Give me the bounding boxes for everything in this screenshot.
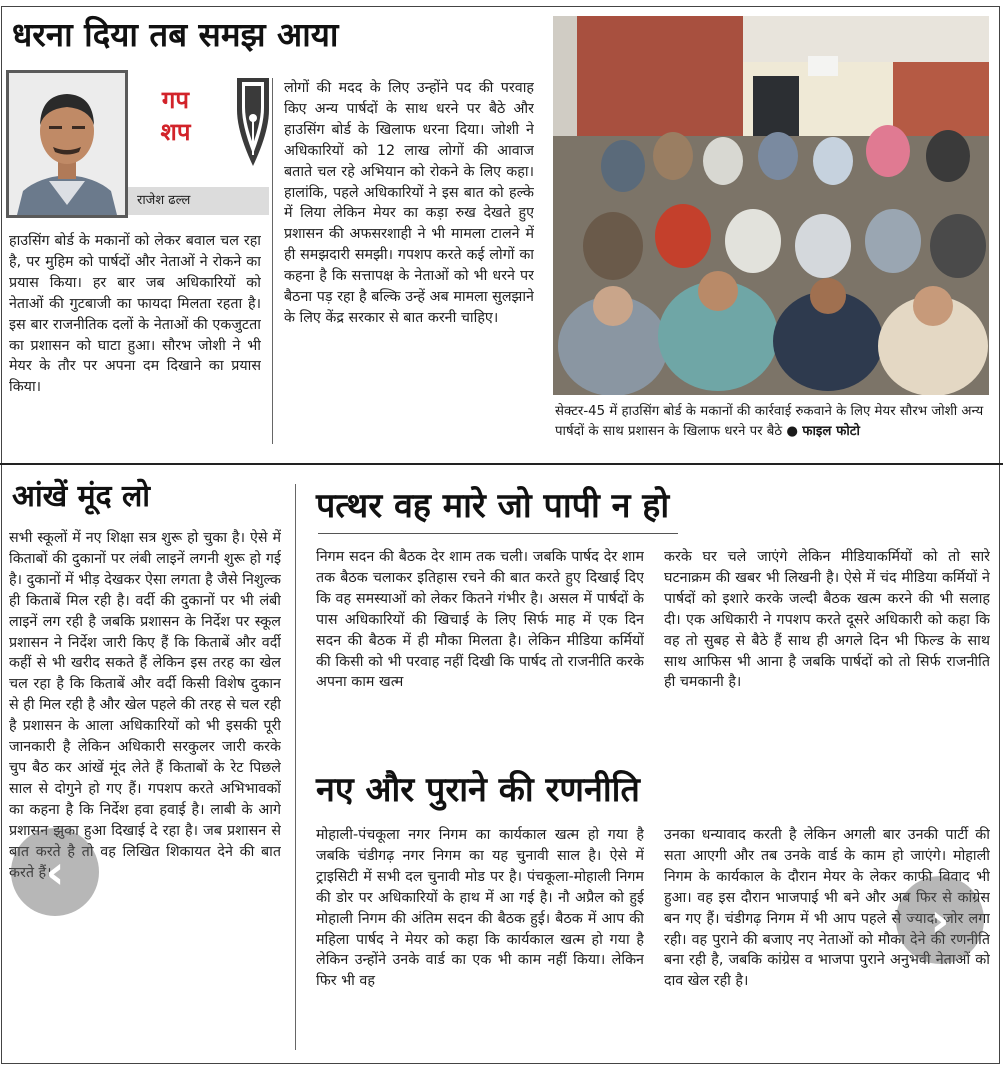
pathar-headline: पत्थर वह मारे जो पापी न हो [316,486,670,526]
protest-photo [553,16,989,395]
aankhen-headline: आंखें मूंद लो [12,479,151,514]
column-divider-bottom [295,484,296,1050]
column-name [148,84,203,149]
photo-caption-text: सेक्टर-45 में हाउसिंग बोर्ड के मकानों की कार्रवाई रुकवाने के लिए मेयर सौरभ जोशी अन्य पार्षदों के साथ प्रशासन के खिलाफ धरने पर बैठे [555,404,984,439]
caption-bullet-icon: ● [786,424,798,439]
column-divider [272,78,273,444]
naye-headline: नए और पुराने की रणनीति [316,770,640,810]
chevron-right-icon: › [930,893,950,947]
next-page-button[interactable] [896,876,984,964]
naye-text-col1: मोहाली-पंचकूला नगर निगम का कार्यकाल खत्म हो गया है जबकि चंडीगढ़ नगर निगम का यह चुनावी साल है। ऐसे में ट्राइसिटी में सभी दल चुनावी मोड पर है। पंचकूला-मोहाली निगम की डोर पर अधिकारियों के हाथ में आ गई है। नौ अप्रैल को हुई मोहाली निगम की अंतिम सदन की बैठक हुई। बैठक में आप की महिला पार्षद ने मेयर को कहा कि कार्यकाल खत्म हो गया है लेकिन उन्होंने उनके वार्ड का एक भी काम नहीं किया। लेकिन फिर भी वह [316,827,644,990]
chevron-left-icon: ‹ [45,845,65,899]
prev-page-button[interactable] [11,828,99,916]
protest-photo-image [553,16,989,395]
columnist-block [3,70,269,220]
aankhen-text: सभी स्कूलों में नए शिक्षा सत्र शुरू हो चुका है। ऐसे में किताबों की दुकानों पर लंबी लाइनें लगनी शुरू हो गई है। दुकानों में भीड़ देखकर ऐसा लगता है जैसे निशुल्क ही किताबें मिल रही है। वर्दी की दुकानों पर भी लंबी लाइनें लग रही है जबकि प्रशासन के निर्देश पर स्कूल प्रशासन ने निर्देश जारी किए हैं कि किताबें और वर्दी कहीं से भी खरीद सकते हैं लेकिन इस तरह का खेल चल रहा है कि किताबें और वर्दी किसी विशेष दुकान से ही मिल रही है और खेल पहले की तरह से चल रही है प्रशासन के आला अधिकारियों को भी इसकी पूरी जानकारी है लेकिन अधिकारी सरकुलर जारी करके चुप बैठ कर आंखें मूंद लेते हैं किताबों के रेट पिछले साल से दोगुने हो गए हैं। गपशप करते अभिभावकों का कहना है कि निर्देश हवा हवाई है। लाबी के आगे प्रशासन झुका हुआ दिखाई दे रहा है। जब प्रशासन से बात करते है तो वह लिखित शिकायत देने की बात करते हैं। [9,530,281,881]
top-story-text-left: हाउसिंग बोर्ड के मकानों को लेकर बवाल चल रहा है, पर मुहिम को पार्षदों और नेताओं ने रोकने का प्रयास किया। हर बार जब अधिकारियों को नेताओं की गुटबाजी का फायदा मिलता रहता है। इस बार राजनीतिक दलों के नेताओं की एकजुटता का प्रशासन को घाटा हुआ। सौरभ जोशी ने भी मेयर के तौर पर अपना दम दिखाने का प्रयास किया। [9,233,261,396]
pen-nib-icon [231,74,275,170]
columnist-photo [6,70,128,218]
photo-credit: फाइल फोटो [802,424,860,439]
top-story-text-right: लोगों की मदद के लिए उन्होंने पद की परवाह किए अन्य पार्षदों के साथ धरने पर बैठे और हाउसिंग बोर्ड के खिलाफ धरना दिया। जोशी ने अधिकारियों को 12 लाख लोगों की आवाज बताते चल रहे अभियान को रोकने के लिए कहा। हालांकि, पहले अधिकारियों ने इस बात को हल्के में लिया लेकिन मेयर का कड़ा रुख देखते हुए प्रशासन की अफसरशाही ने भी मामला टालने में ही समझदारी समझी। गपशप करते कई लोगों का कहना है कि सत्तापक्ष के नेताओं को भी धरने पर बैठना पड़ रहा है बल्कि उन्हें अब मामला सुलझाने के लिए केंद्र सरकार से बात करनी चाहिए। [284,80,534,326]
pathar-text-col1: निगम सदन की बैठक देर शाम तक चली। जबकि पार्षद देर शाम तक बैठक चलाकर इतिहास रचने की बात करते हुए दिखाई दिए कि वह समस्याओं को लेकर कितने गंभीर है। असल में पार्षदों के पास अधिकारियों की खिचाई के लिए सिर्फ माह में एक दिन सदन की बैठक में ही मौका मिलता है। लेकिन मीडिया कर्मियों की किसी को भी परवाह नहीं दिखी कि पार्षद तो राजनीति करके अपना काम खत्म [316,549,644,691]
photo-caption [555,402,987,442]
column-name-gap: गप [161,86,190,114]
byline: राजेश ढल्ल [128,187,269,215]
main-headline: धरना दिया तब समझ आया [12,15,339,54]
headline-underline [318,533,678,534]
pathar-text-col2: करके घर चले जाएंगे लेकिन मीडियाकर्मियों को तो सारे घटनाक्रम की खबर भी लिखनी है। ऐसे में चंद मीडिया कर्मियों ने पार्षदों को इशारे करके जल्दी बैठक खत्म करने की भी सलाह दी। एक अधिकारी ने गपशप करते दूसरे अधिकारी को कहा कि वह तो सुबह से बैठे हैं साथ ही अगले दिन भी फिल्ड के साथ साथ आफिस भी आना है जबकि पार्षदों को तो सिर्फ राजनीति ही चमकानी है। [664,549,990,691]
column-name-shap: शप [160,118,191,147]
naye-text-col2: उनका धन्यावाद करती है लेकिन अगली बार उनकी पार्टी की सता आएगी और तब उनके वार्ड के काम हो जाएंगे। मोहाली निगम के कार्यकाल के दौरान मेयर के लेकर काफी विवाद भी हुआ। वह इस दौरान भाजपाई भी बने और अब फिर से कांग्रेस बन गए हैं। चंडीगढ़ निगम में भी आप पहले से ज्यादा जोर लगा रही। वह पुराने की बजाए नए नेताओं को मौका देने की रणनीति बना रही है, जबकि कांग्रेस व भाजपा पुराने अनुभवी नेताओं को दाव खेल रही है। [664,827,990,990]
section-divider [0,463,1003,465]
columnist-portrait-image [9,73,125,215]
